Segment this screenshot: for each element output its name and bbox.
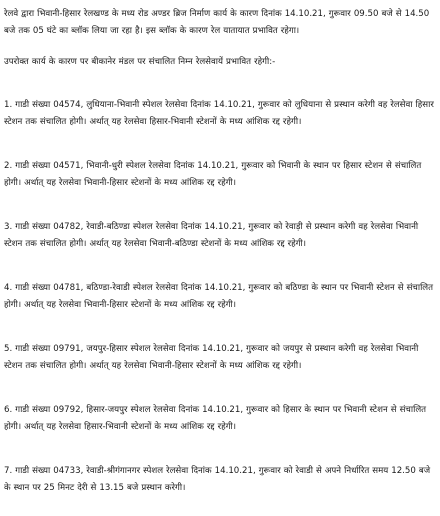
list-item: 6. गाडी संख्या 09792, हिसार-जयपुर स्पेशल रेलसेवा दिनांक 14.10.21, गुरूवार को हिसार के स्थान पर भिवानी स्टेशन से संचालित होगी। अर्थात् यह रेलसेवा हिसार-भिवानी स्टेशनों के मध्य आंशिक रद्द रहेगी। <box>4 405 427 432</box>
intro-paragraph: रेलवे द्वारा भिवानी-हिसार रेलखण्ड के मध्य रोड अण्डर ब्रिज निर्माण कार्य के कारण दिनांक 14.10.21, गुरूवार 09.50 बजे से 14.50 बजे तक 05 घंटे का ब्लॉक लिया जा रहा है। इस ब्लॉक के कारण रेल यातायात प्रभावित रहेगा। <box>4 9 430 36</box>
notice-document <box>4 6 436 497</box>
list-item: 4. गाडी संख्या 04781, बठिण्डा-रेवाडी स्पेशल रेलसेवा दिनांक 14.10.21, गुरूवार को बठिण्डा के स्थान पर भिवानी स्टेशन से संचालित होगी। अर्थात् यह रेलसेवा भिवानी-हिसार स्टेशनों के मध्य आंशिक रद्द रहेगी। <box>4 283 434 310</box>
list-item: 1. गाडी संख्या 04574, लुधियाना-भिवानी स्पेशल रेलसेवा दिनांक 14.10.21, गुरूवार को लुधियाना से प्रस्थान करेगी वह रेलसेवा हिसार स्टेशन तक संचालित होगी। अर्थात् यह रेलसेवा हिसार-भिवानी स्टेशनों के मध्य आंशिक रद्द रहेगी। <box>4 100 434 127</box>
list-item: 7. गाडी संख्या 04733, रेवाडी-श्रीगंगानगर स्पेशल रेलसेवा दिनांक 14.10.21, गुरूवार को रेवाडी से अपने निर्धारित समय 12.50 बजे के स्थान पर 25 मिनट देरी से 13.15 बजे प्रस्थान करेगी। <box>4 466 431 493</box>
list-item: 2. गाडी संख्या 04571, भिवानी-धुरी स्पेशल रेलसेवा दिनांक 14.10.21, गुरूवार को भिवानी के स्थान पर हिसार स्टेशन से संचालित होगी। अर्थात् यह रेलसेवा भिवानी-हिसार स्टेशनों के मध्य आंशिक रद्द रहेगी। <box>4 161 422 188</box>
list-item: 5. गाडी संख्या 09791, जयपुर-हिसार स्पेशल रेलसेवा दिनांक 14.10.21, गुरूवार को जयपुर से प्रस्थान करेगी वह रेलसेवा भिवानी स्टेशन तक संचालित होगी। अर्थात् यह रेलसेवा भिवानी-हिसार स्टेशनों के मध्य आंशिक रद्द रहेगी। <box>4 344 419 371</box>
lead-paragraph: उपरोक्त कार्य के कारण पर बीकानेर मंडल पर संचालित निम्न रेलसेवायें प्रभावित रहेगी:- <box>4 57 276 67</box>
list-item: 3. गाडी संख्या 04782, रेवाडी-बठिण्डा स्पेशल रेलसेवा दिनांक 14.10.21, गुरूवार को रेवाड़ी से प्रस्थान करेगी वह रेलसेवा भिवानी स्टेशन तक संचालित होगी। अर्थात् यह रेलसेवा भिवानी-बठिण्डा स्टेशनों के मध्य आंशिक रद्द रहेगी। <box>4 222 419 249</box>
